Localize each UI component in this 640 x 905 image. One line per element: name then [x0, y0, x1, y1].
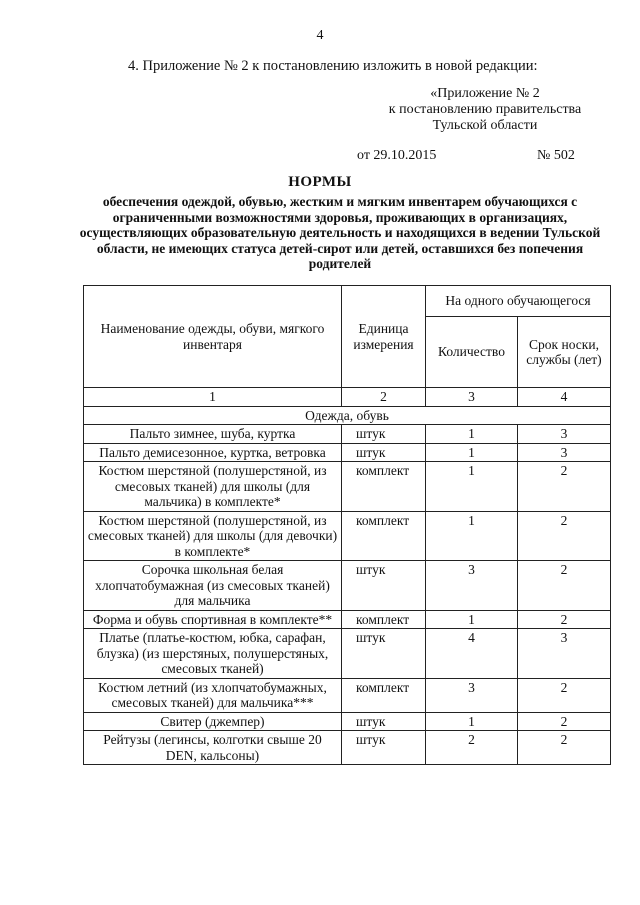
item-term: 3 [518, 629, 611, 679]
table-row [84, 678, 611, 712]
col-number-2: 2 [342, 388, 426, 407]
item-name: Свитер (джемпер) [84, 712, 342, 731]
item-term: 2 [518, 610, 611, 629]
col-number-1: 1 [84, 388, 342, 407]
header-term: Срок носки, службы (лет) [518, 317, 611, 388]
appendix-line-2: к постановлению правительства [388, 102, 582, 117]
table-body [84, 406, 611, 765]
item-term: 3 [518, 443, 611, 462]
header-unit: Единица измерения [342, 286, 426, 388]
item-name: Рейтузы (легинсы, колготки свыше 20 DEN, кальсоны) [84, 731, 342, 765]
decree-date: от 29.10.2015 [357, 148, 437, 163]
item-quantity: 1 [426, 610, 518, 629]
table-row [84, 561, 611, 611]
document-title: НОРМЫ [288, 174, 352, 190]
item-name: Костюм шерстяной (полушерстяной, из смесовых тканей) для школы (для девочки) в комплекте* [84, 511, 342, 561]
appendix-header [360, 86, 610, 134]
item-name: Пальто демисезонное, куртка, ветровка [84, 443, 342, 462]
item-unit: комплект [342, 511, 426, 561]
item-name: Форма и обувь спортивная в комплекте** [84, 610, 342, 629]
table-row [84, 712, 611, 731]
item-quantity: 2 [426, 731, 518, 765]
item-term: 2 [518, 731, 611, 765]
item-name: Сорочка школьная белая хлопчатобумажная (из смесовых тканей) для мальчика [84, 561, 342, 611]
header-name: Наименование одежды, обуви, мягкого инвентаря [84, 286, 342, 388]
item-quantity: 1 [426, 425, 518, 444]
header-row [84, 286, 611, 317]
item-unit: комплект [342, 678, 426, 712]
header-qty: Количество [426, 317, 518, 388]
col-number-3: 3 [426, 388, 518, 407]
norms-table [83, 285, 611, 765]
item-unit: штук [342, 443, 426, 462]
table-row [84, 462, 611, 512]
item-unit: штук [342, 561, 426, 611]
item-unit: штук [342, 712, 426, 731]
section-row [84, 406, 611, 425]
item-term: 2 [518, 678, 611, 712]
document-subtitle: обеспечения одеждой, обувью, жестким и мягким инвентарем обучающихся с ограниченными возможностями здоровья, проживающих в организациях, осуществляющих образовательную деятельность и находящихся в ведении Тульской области, не имеющих статуса детей-сирот или детей, оставшихся без попечения родителей [79, 194, 601, 271]
item-name: Платье (платье-костюм, юбка, сарафан, блузка) (из шерстяных, полушерстяных, смесовых тканей) [84, 629, 342, 679]
appendix-line-1: «Приложение № 2 [430, 86, 540, 101]
item-unit: комплект [342, 610, 426, 629]
decree-number: № 502 [537, 148, 575, 163]
table-row [84, 511, 611, 561]
table-row [84, 629, 611, 679]
page-number: 4 [316, 28, 324, 43]
item-name: Костюм летний (из хлопчатобумажных, смесовых тканей) для мальчика*** [84, 678, 342, 712]
appendix-line-3: Тульской области [432, 118, 538, 133]
item-quantity: 1 [426, 511, 518, 561]
item-term: 2 [518, 561, 611, 611]
col-number-4: 4 [518, 388, 611, 407]
item-unit: штук [342, 629, 426, 679]
item-term: 2 [518, 462, 611, 512]
item-name: Пальто зимнее, шуба, куртка [84, 425, 342, 444]
column-number-row [84, 388, 611, 407]
item-quantity: 1 [426, 462, 518, 512]
item-quantity: 3 [426, 561, 518, 611]
table-row [84, 731, 611, 765]
intro-paragraph: 4. Приложение № 2 к постановлению изложить в новой редакции: [128, 58, 538, 74]
item-name: Костюм шерстяной (полушерстяной, из смесовых тканей) для школы (для мальчика) в комплекте* [84, 462, 342, 512]
item-quantity: 1 [426, 443, 518, 462]
item-quantity: 4 [426, 629, 518, 679]
table-row [84, 610, 611, 629]
item-term: 3 [518, 425, 611, 444]
item-quantity: 3 [426, 678, 518, 712]
item-term: 2 [518, 511, 611, 561]
item-unit: штук [342, 425, 426, 444]
header-per-student: На одного обучающегося [426, 286, 611, 317]
item-quantity: 1 [426, 712, 518, 731]
section-title: Одежда, обувь [84, 406, 611, 425]
item-unit: штук [342, 731, 426, 765]
table-row [84, 425, 611, 444]
table-row [84, 443, 611, 462]
item-term: 2 [518, 712, 611, 731]
item-unit: комплект [342, 462, 426, 512]
